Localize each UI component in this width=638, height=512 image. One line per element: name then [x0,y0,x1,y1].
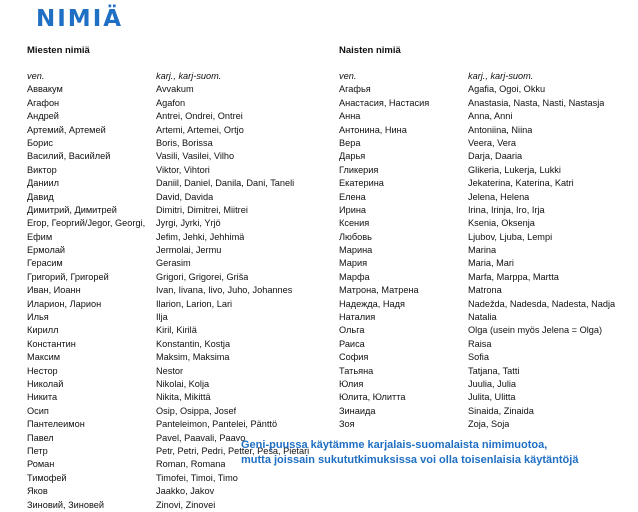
name-row [339,284,635,297]
karelian-name: Jelena, Helena [468,191,530,202]
russian-name: Иларион, Ларион [27,298,102,309]
name-row [339,351,635,364]
women-col-karelian-header: karj., karj-suom. [468,71,534,81]
name-row [27,338,327,351]
karelian-name: Daniil, Daniel, Danila, Dani, Taneli [156,178,295,189]
russian-name: Борис [27,137,53,148]
name-row [27,324,327,337]
russian-name: Мария [339,258,368,269]
karelian-name: Boris, Borissa [156,137,213,148]
karelian-name: Veera, Vera [468,137,517,148]
name-row [27,351,327,364]
karelian-name: Panteleimon, Pantelei, Pänttö [156,419,278,430]
karelian-name: Jefim, Jehki, Jehhimä [156,231,245,242]
russian-name: Никита [27,392,58,403]
name-row [27,204,327,217]
karelian-name: Avvakum [156,84,194,95]
russian-name: Ксения [339,218,370,229]
russian-name: Осип [27,405,49,416]
name-row [339,110,635,123]
name-row [27,311,327,324]
name-row [339,391,635,404]
russian-name: Ермолай [27,245,66,256]
name-row [339,124,635,137]
name-row [339,257,635,270]
footnote [241,438,635,468]
karelian-name: Ilja [156,312,168,323]
name-row [27,164,327,177]
karelian-name: Ivan, Iivana, Iivo, Juho, Johannes [156,285,293,296]
name-row [27,244,327,257]
karelian-name: Agafia, Ogoi, Okku [468,84,546,95]
karelian-name: Ilarion, Larion, Lari [156,298,233,309]
karelian-name: Gerasim [156,258,191,269]
women-section-heading: Naisten nimiä [339,45,401,56]
name-row [27,284,327,297]
name-row [339,231,635,244]
men-col-russian-header: ven. [27,71,45,81]
name-row [27,97,327,110]
russian-name: Иван, Иоанн [27,285,81,296]
men-column-headers [27,70,327,83]
name-row [27,472,327,485]
karelian-name: Darja, Daaria [468,151,523,162]
name-row [27,257,327,270]
karelian-name: Nikita, Mikittä [156,392,211,403]
karelian-name: Tatjana, Tatti [468,365,520,376]
karelian-name: Artemi, Artemei, Ortjo [156,124,244,135]
name-row [27,365,327,378]
karelian-name: Jyrgi, Jyrki, Yrjö [156,218,221,229]
russian-name: Григорий, Григорей [27,271,109,282]
karelian-name: Anastasia, Nasta, Nasti, Nastasja [468,97,605,108]
russian-name: Екатерина [339,178,384,189]
karelian-name: Vasili, Vasilei, Vilho [156,151,235,162]
karelian-name: Ksenia, Oksenja [468,218,535,229]
russian-name: Вера [339,137,361,148]
russian-name: Кирилл [27,325,59,336]
name-row [339,365,635,378]
karelian-name: Zinovi, Zinovei [156,499,216,510]
russian-name: Марфа [339,271,370,282]
russian-name: Константин [27,338,76,349]
page-title: NIMIÄ [36,6,124,32]
karelian-name: Anna, Anni [468,111,513,122]
karelian-name: Marfa, Marppa, Martta [468,271,559,282]
footnote-line-2: mutta joissain sukututkimuksissa voi olla toisenlaisia käytäntöjä [241,454,579,466]
name-row [27,391,327,404]
women-names-list [339,83,635,431]
karelian-name: David, Davida [156,191,214,202]
karelian-name: Raisa [468,338,492,349]
name-row [27,485,327,498]
russian-name: Зоя [339,419,355,430]
russian-name: Максим [27,352,61,363]
karelian-name: Irina, Irinja, Iro, Irja [468,204,545,215]
karelian-name: Ljubov, Ljuba, Lempi [468,231,553,242]
russian-name: Василий, Васийлей [27,151,111,162]
women-names-section [339,44,635,432]
karelian-name: Konstantin, Kostja [156,338,231,349]
russian-name: Даниил [27,178,60,189]
karelian-name: Nestor [156,365,184,376]
russian-name: Агафья [339,84,371,95]
russian-name: Павел [27,432,54,443]
russian-name: Матрона, Матрена [339,285,419,296]
name-row [339,217,635,230]
name-row [339,271,635,284]
name-row [339,177,635,190]
russian-name: Николай [27,378,64,389]
karelian-name: Timofei, Timoi, Timo [156,472,238,483]
russian-name: Анастасия, Настасия [339,97,430,108]
name-row [27,231,327,244]
russian-name: Андрей [27,111,59,122]
russian-name: Егор, Георгий/Jegor, Georgi, [27,218,146,229]
men-col-karelian-header: karj., karj-suom. [156,71,222,81]
russian-name: Виктор [27,164,57,175]
karelian-name: Antoniina, Niina [468,124,533,135]
women-col-russian-header: ven. [339,71,357,81]
name-row [27,499,327,512]
karelian-name: Juulia, Julia [468,378,517,389]
name-row [27,217,327,230]
russian-name: София [339,352,369,363]
name-row [339,244,635,257]
name-row [339,298,635,311]
karelian-name: Maria, Mari [468,258,514,269]
russian-name: Петр [27,445,48,456]
name-row [27,405,327,418]
russian-name: Юлия [339,378,364,389]
name-row [339,83,635,96]
name-row [339,97,635,110]
russian-name: Антонина, Нина [339,124,407,135]
russian-name: Димитрий, Димитрей [27,204,117,215]
name-row [339,418,635,431]
name-row [27,83,327,96]
karelian-name: Kiril, Kirilä [156,325,197,336]
name-row [339,137,635,150]
karelian-name: Sinaida, Zinaida [468,405,534,416]
karelian-name: Natalia [468,312,497,323]
russian-name: Илья [27,312,49,323]
russian-name: Ольга [339,325,365,336]
russian-name: Тимофей [27,472,67,483]
name-row [339,311,635,324]
russian-name: Елена [339,191,366,202]
karelian-name: Marina [468,245,497,256]
russian-name: Агафон [27,97,60,108]
russian-name: Ирина [339,204,367,215]
russian-name: Герасим [27,258,63,269]
russian-name: Татьяна [339,365,374,376]
russian-name: Ефим [27,231,53,242]
name-row [339,405,635,418]
name-row [339,204,635,217]
russian-name: Дарья [339,151,366,162]
karelian-name: Jermolai, Jermu [156,245,222,256]
name-row [27,271,327,284]
name-row [339,338,635,351]
russian-name: Давид [27,191,54,202]
karelian-name: Dimitri, Dimitrei, Miitrei [156,204,248,215]
karelian-name: Pavel, Paavali, Paavo [156,432,246,443]
russian-name: Зинаида [339,405,376,416]
karelian-name: Roman, Romana [156,459,226,470]
name-row [339,378,635,391]
karelian-name: Petr, Petri, Pedri, Petter, Peša, Pietari [156,445,310,456]
russian-name: Яков [27,486,48,497]
russian-name: Роман [27,459,55,470]
karelian-name: Olga (usein myös Jelena = Olga) [468,325,603,336]
karelian-name: Agafon [156,97,186,108]
footnote-line-1: Geni-puussa käytämme karjalais-suomalaista nimimuotoa, [241,439,548,451]
karelian-name: Zoja, Soja [468,419,510,430]
russian-name: Зиновий, Зиновей [27,499,104,510]
russian-name: Артемий, Артемей [27,124,106,135]
name-row [27,298,327,311]
karelian-name: Nadežda, Nadesda, Nadesta, Nadja [468,298,616,309]
karelian-name: Matrona [468,285,502,296]
russian-name: Гликерия [339,164,379,175]
karelian-name: Jaakko, Jakov [156,486,215,497]
russian-name: Марина [339,245,373,256]
name-row [339,150,635,163]
karelian-name: Glikeria, Lukerja, Lukki [468,164,561,175]
karelian-name: Maksim, Maksima [156,352,230,363]
men-section-heading: Miesten nimiä [27,45,90,56]
russian-name: Раиса [339,338,365,349]
name-row [27,124,327,137]
russian-name: Нестор [27,365,58,376]
name-row [27,418,327,431]
russian-name: Анна [339,111,361,122]
karelian-name: Antrei, Ondrei, Ontrei [156,111,243,122]
name-row [27,378,327,391]
karelian-name: Julita, Ulitta [468,392,516,403]
karelian-name: Viktor, Vihtori [156,164,210,175]
name-row [339,164,635,177]
russian-name: Юлита, Юлитта [339,392,406,403]
karelian-name: Nikolai, Kolja [156,378,210,389]
name-row [27,110,327,123]
russian-name: Надежда, Надя [339,298,405,309]
name-row [27,191,327,204]
russian-name: Наталия [339,312,376,323]
russian-name: Пантелеимон [27,419,85,430]
name-row [339,191,635,204]
karelian-name: Sofia [468,352,489,363]
women-column-headers [339,70,635,83]
russian-name: Любовь [339,231,372,242]
name-row [339,324,635,337]
name-row [27,177,327,190]
karelian-name: Grigori, Grigorei, Griša [156,271,249,282]
karelian-name: Jekaterina, Katerina, Katri [468,178,574,189]
name-row [27,150,327,163]
name-row [27,137,327,150]
karelian-name: Osip, Osippa, Josef [156,405,237,416]
russian-name: Аввакум [27,84,63,95]
